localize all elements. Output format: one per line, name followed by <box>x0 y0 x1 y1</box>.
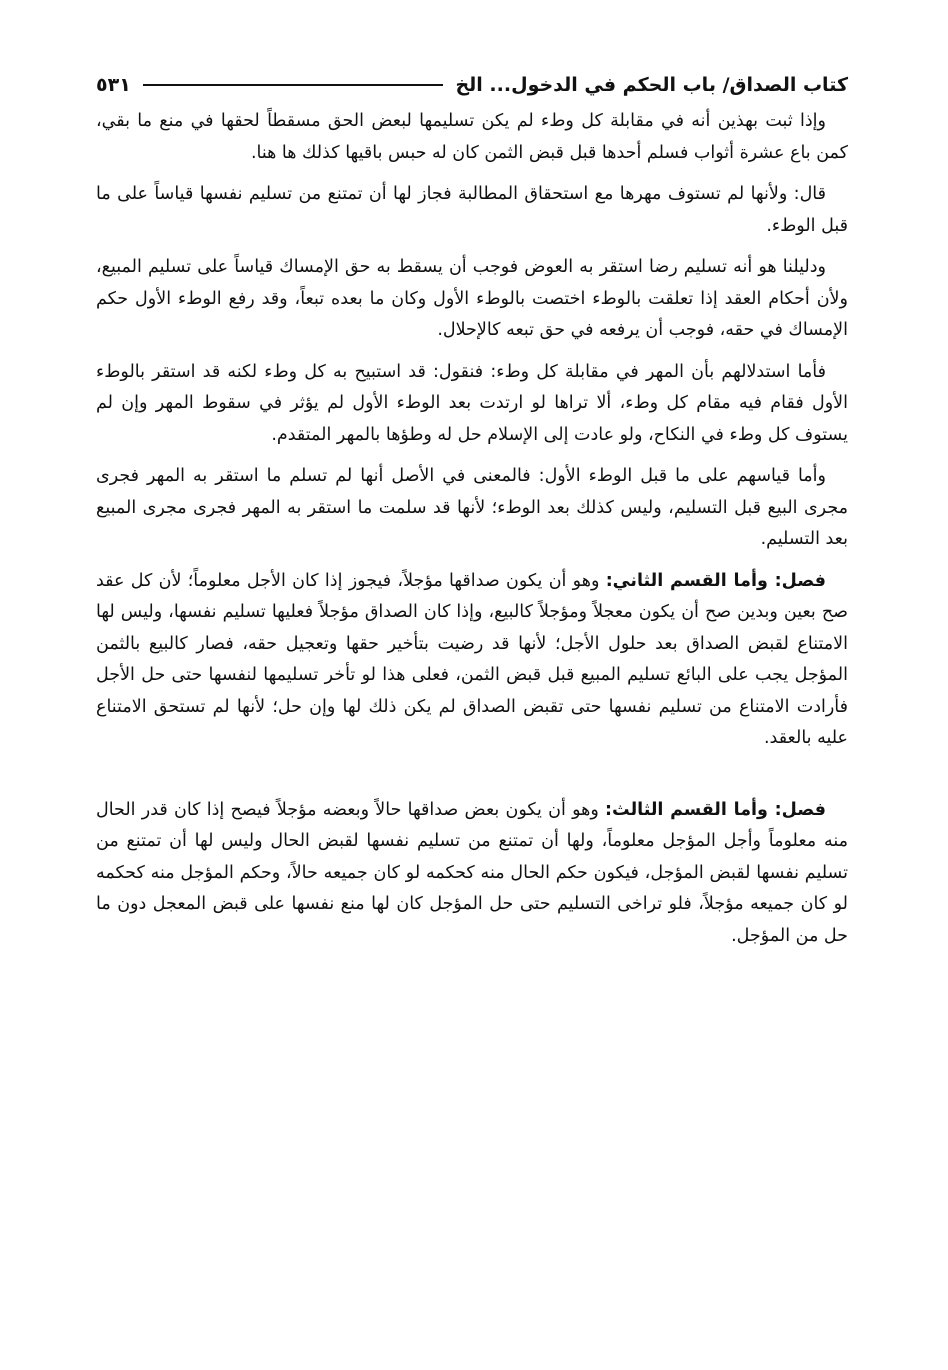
paragraph-4 <box>96 357 848 452</box>
section-third-type <box>96 795 848 953</box>
paragraph-4-text: فأما استدلالهم بأن المهر في مقابلة كل وطء: فنقول: قد استبيح به كل وطء لكنه قد استقر بالوطء الأول فقام فيه مقام كل وطء، ألا تراها لو ارتدت بعد الوطء الأول لم يؤثر في سقوط المهر وإن لم يستوف كل وطء في النكاح، ولو عادت إلى الإسلام حل له وطؤها بالمهر المتقدم. <box>96 361 848 445</box>
page-header <box>96 68 848 102</box>
body-text <box>96 106 848 962</box>
running-title: كتاب الصداق/ باب الحكم في الدخول... الخ <box>455 74 848 96</box>
paragraph-5-text: وأما قياسهم على ما قبل الوطء الأول: فالمعنى في الأصل أنها لم تسلم ما استقر به المهر فجرى مجرى البيع قبل التسليم، وليس كذلك بعد الوطء؛ لأنها قد سلمت ما استقر به المهر فجرى مجرى المبيع بعد التسليم. <box>96 466 848 549</box>
section-third-text: وهو أن يكون بعض صداقها حالاً وبعضه مؤجلاً فيصح إذا كان قدر الحال منه معلوماً وأجل المؤجل معلوماً، ولها أن تمتنع من تسليم نفسها لقبض الحال وليس لها أن تمتنع من تسليم نفسها لقبض المؤجل، فيكون حكم الحال منه كحكمه لو كان جميعه حالاً، وحكم المؤجل منه كحكمه لو كان جميعه مؤجلاً، فلو تراخى التسليم حتى حل المؤجل كان لها منع نفسها على قبض المعجل دون ما حل من المؤجل. <box>96 799 848 946</box>
section-second-type <box>96 566 848 755</box>
section-heading-second: فصل: وأما القسم الثاني: <box>605 570 826 591</box>
paragraph-3-text: ودليلنا هو أنه تسليم رضا استقر به العوض فوجب أن يسقط به حق الإمساك قياساً على تسليم المبيع، ولأن أحكام العقد إذا تعلقت بالوطء اختصت بالوطء الأول وكان ما بعده تبعاً، وقد رفع الوطء الأول حكم الإمساك في حقه، فوجب أن يرفعه في حق تبعه كالإحلال. <box>96 257 848 340</box>
paragraph-2 <box>96 179 848 242</box>
section-heading-third: فصل: وأما القسم الثالث: <box>605 799 826 820</box>
paragraph-3 <box>96 252 848 347</box>
paragraph-1 <box>96 106 848 169</box>
page-number: ٥٣١ <box>96 74 131 96</box>
paragraph-1-text: وإذا ثبت بهذين أنه في مقابلة كل وطء لم يكن تسليمها لبعض الحق مسقطاً لحقها في منع ما بقي، كمن باع عشرة أثواب فسلم أحدها قبل قبض الثمن كان له حبس باقيها كذلك ها هنا. <box>96 111 848 163</box>
section-second-text: وهو أن يكون صداقها مؤجلاً، فيجوز إذا كان الأجل معلوماً؛ لأن كل عقد صح بعين وبدين صح أن يكون معجلاً ومؤجلاً كالبيع، وإذا كان الصداق مؤجلاً فعليها تسليم نفسها، وليس لها الامتناع لقبض الصداق بعد حلول الأجل؛ لأنها قد رضيت بتأخير حقها وتعجيل حقه، فصار كالبيع بالثمن المؤجل يجب على البائع تسليم المبيع قبل قبض الثمن، فعلى هذا لو تأخر تسليمها لنفسها حتى حل الأجل فأرادت الامتناع من تسليم نفسها حتى تقبض الصداق لم يكن ذلك لها وإن حل؛ لأنها لم تستحق الامتناع عليه بالعقد. <box>96 570 848 748</box>
paragraph-2-text: قال: ولأنها لم تستوف مهرها مع استحقاق المطالبة فجاز لها أن تمتنع من تسليم نفسها قياساً على ما قبل الوطء. <box>96 184 848 236</box>
paragraph-5 <box>96 461 848 556</box>
header-rule <box>143 84 444 86</box>
